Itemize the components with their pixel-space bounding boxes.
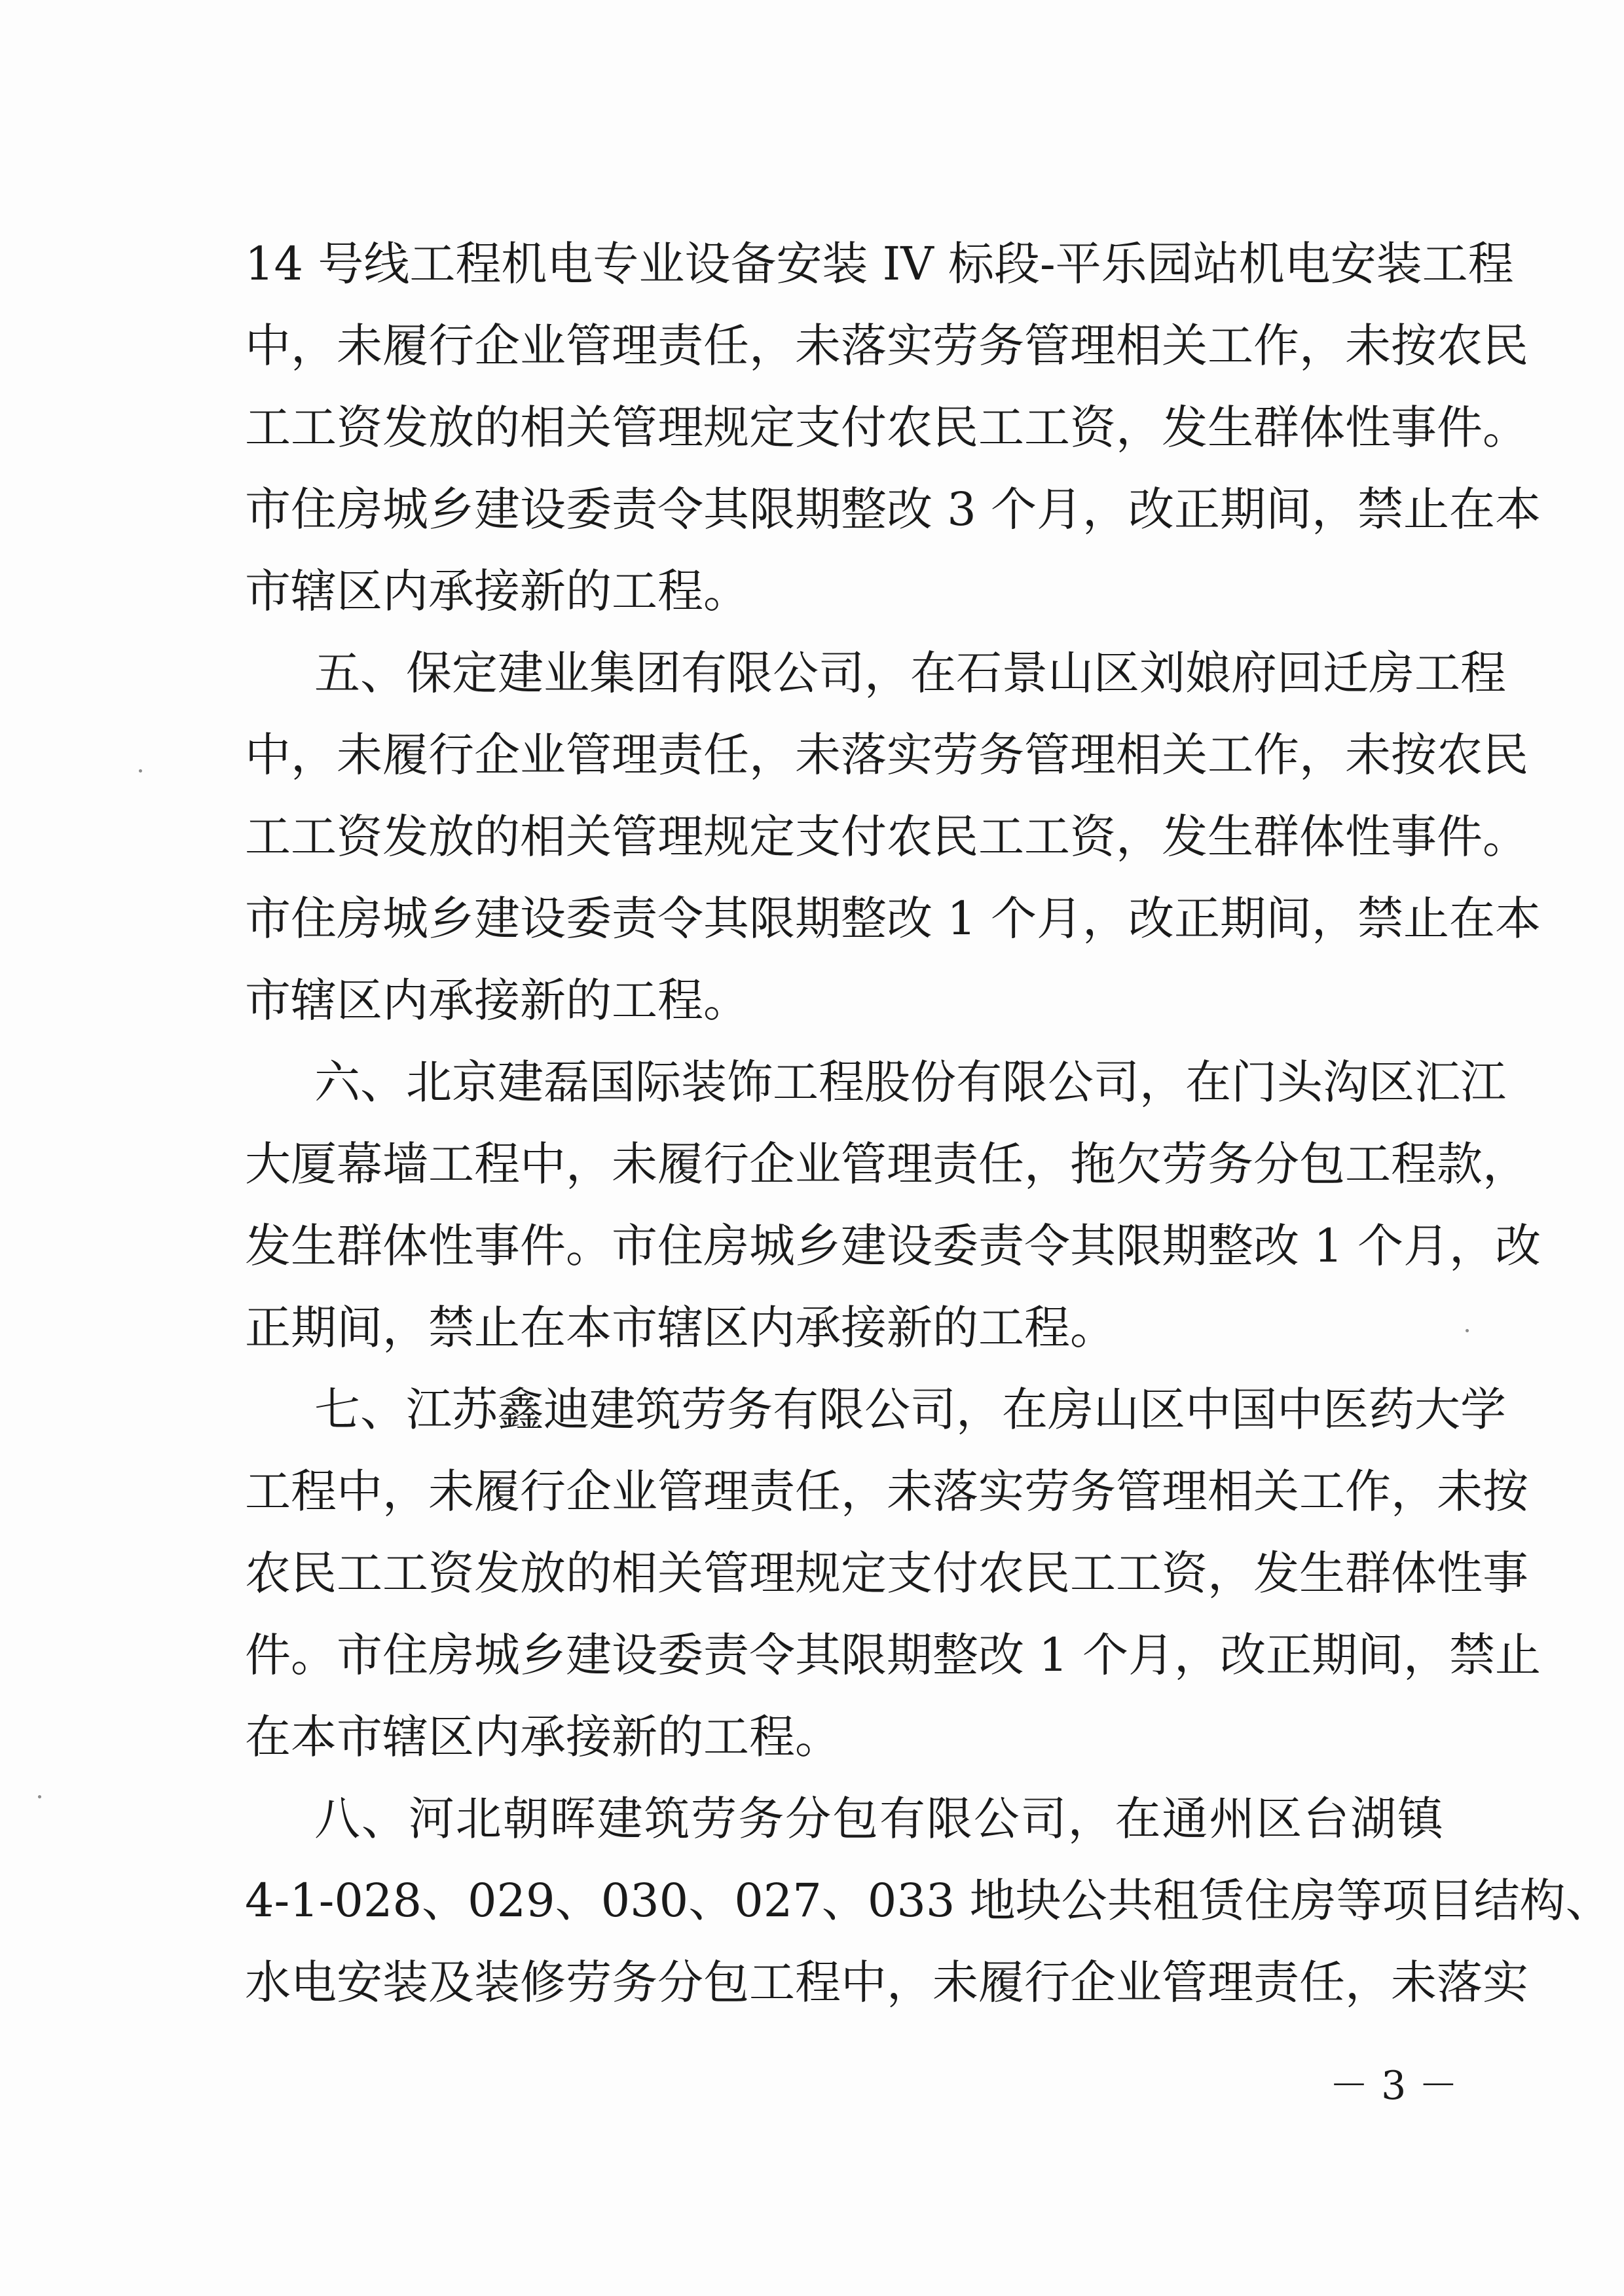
body-text-line: 中，未履行企业管理责任，未落实劳务管理相关工作，未按农民 bbox=[245, 319, 1528, 373]
paragraph-heading-eight: 八、河北朝晖建筑劳务分包有限公司，在通州区台湖镇 bbox=[314, 1792, 1443, 1846]
body-text-line: 发生群体性事件。市住房城乡建设委责令其限期整改 1 个月，改 bbox=[245, 1219, 1541, 1273]
scan-speck bbox=[38, 1795, 41, 1798]
body-text-line: 水电安装及装修劳务分包工程中，未履行企业管理责任，未落实 bbox=[245, 1956, 1528, 2009]
body-text-line: 4-1-028、029、030、027、033 地块公共租赁住房等项目结构、 bbox=[245, 1874, 1612, 1927]
scan-speck bbox=[1466, 1329, 1469, 1332]
body-text-line: 工工资发放的相关管理规定支付农民工工资，发生群体性事件。 bbox=[245, 810, 1528, 864]
page-number: － 3 － bbox=[1329, 2063, 1458, 2109]
body-text-line: 正期间，禁止在本市辖区内承接新的工程。 bbox=[245, 1301, 1116, 1355]
body-text-line: 14 号线工程机电专业设备安装 IV 标段-平乐园站机电安装工程 bbox=[245, 237, 1514, 291]
body-text-line: 市辖区内承接新的工程。 bbox=[245, 974, 749, 1027]
body-text-line: 中，未履行企业管理责任，未落实劳务管理相关工作，未按农民 bbox=[245, 728, 1528, 782]
body-text-line: 件。市住房城乡建设委责令其限期整改 1 个月，改正期间，禁止 bbox=[245, 1628, 1541, 1682]
paragraph-heading-five: 五、保定建业集团有限公司，在石景山区刘娘府回迁房工程 bbox=[314, 646, 1506, 700]
body-text-line: 在本市辖区内承接新的工程。 bbox=[245, 1710, 841, 1764]
body-text-line: 市住房城乡建设委责令其限期整改 3 个月，改正期间，禁止在本 bbox=[245, 483, 1541, 536]
body-text-line: 市辖区内承接新的工程。 bbox=[245, 564, 749, 618]
body-text-line: 工工资发放的相关管理规定支付农民工工资，发生群体性事件。 bbox=[245, 401, 1528, 454]
body-text-line: 大厦幕墙工程中，未履行企业管理责任，拖欠劳务分包工程款， bbox=[245, 1137, 1528, 1191]
paragraph-heading-six: 六、北京建磊国际装饰工程股份有限公司，在门头沟区汇江 bbox=[314, 1055, 1506, 1109]
paragraph-heading-seven: 七、江苏鑫迪建筑劳务有限公司，在房山区中国中医药大学 bbox=[314, 1383, 1506, 1436]
body-text-line: 农民工工资发放的相关管理规定支付农民工工资，发生群体性事 bbox=[245, 1546, 1528, 1600]
body-text-line: 工程中，未履行企业管理责任，未落实劳务管理相关工作，未按 bbox=[245, 1465, 1528, 1518]
scan-speck bbox=[139, 769, 142, 773]
body-text-line: 市住房城乡建设委责令其限期整改 1 个月，改正期间，禁止在本 bbox=[245, 892, 1541, 945]
